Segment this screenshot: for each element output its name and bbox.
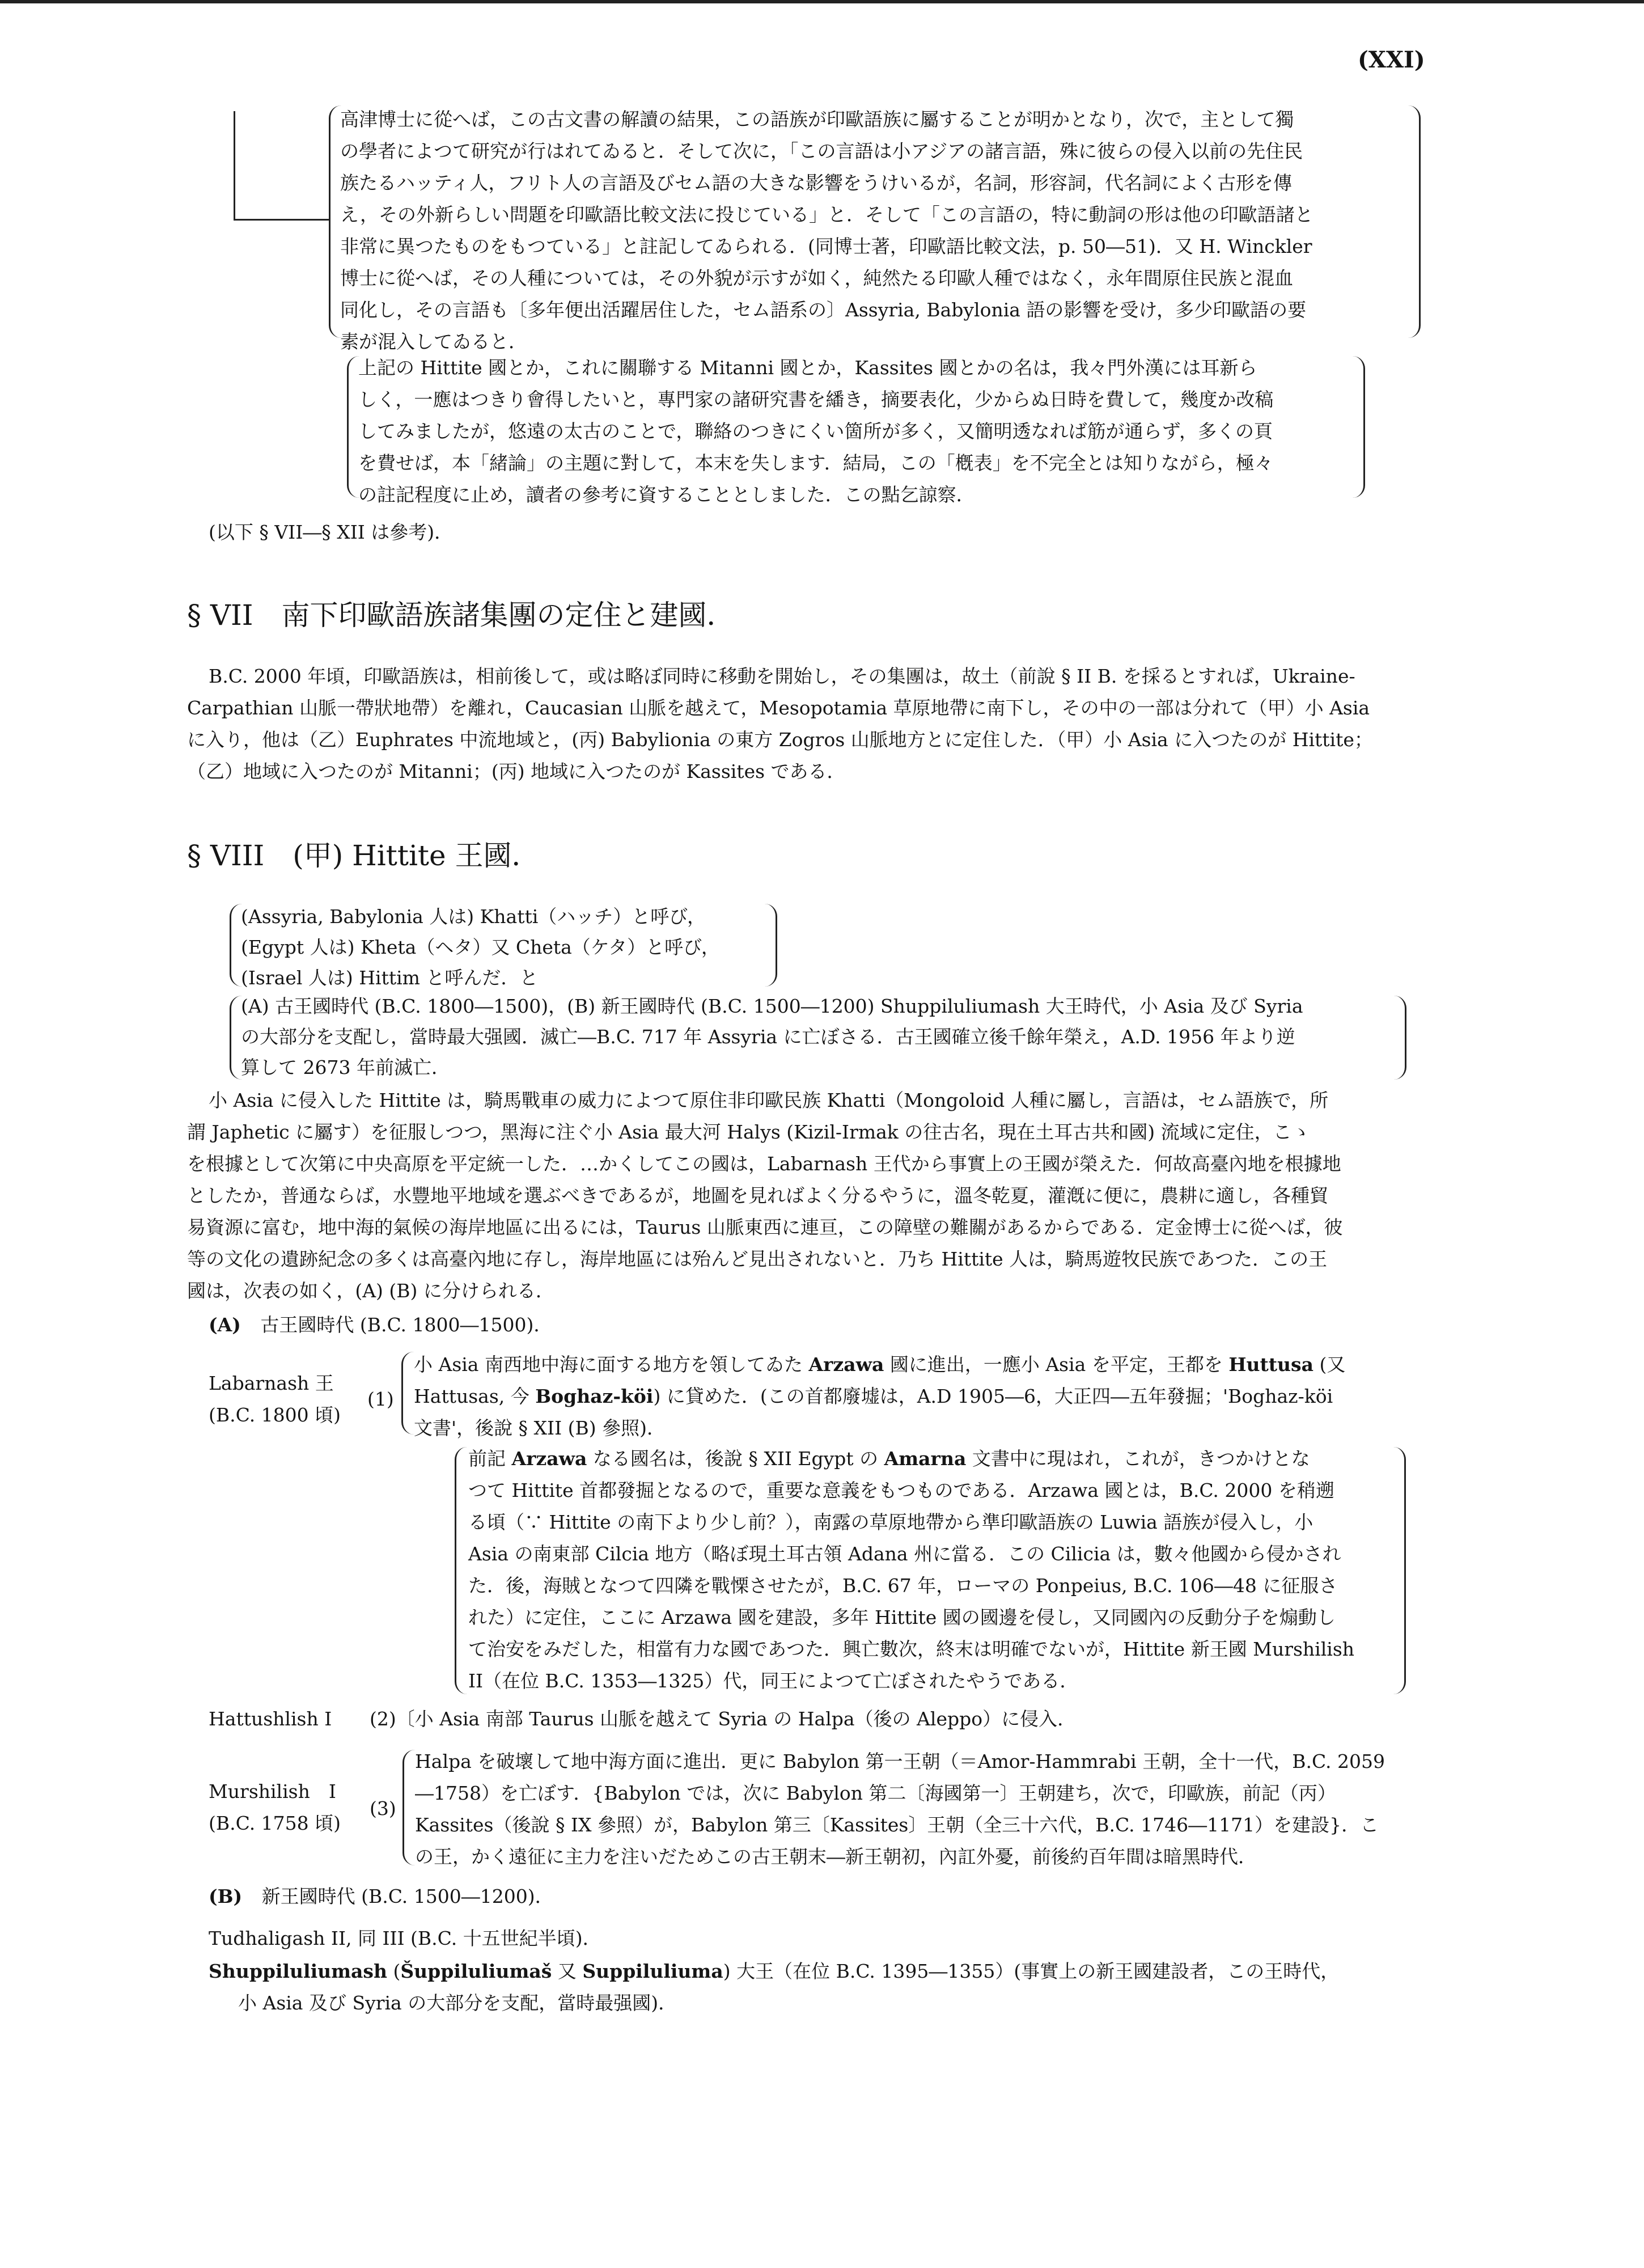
- arzawa-line: て治安をみだした，相當有力な國であつた．興亡數次，終末は明確でないが，Hittite 新王國 Murshilish: [468, 1638, 1355, 1660]
- murshilish-line: Halpa を破壞して地中海方面に進出．更に Babylon 第一王朝（＝Amor-Hammrabi 王朝，全十一代，B.C. 2059: [415, 1750, 1385, 1772]
- block1-line: 素が混入してゐると．: [340, 331, 527, 353]
- body-line: 易資源に富む，地中海的氣候の海岸地區に出るには，Taurus 山脈東西に連亘，この障壁の難關があるからである．定金博士に從へば，彼: [187, 1216, 1343, 1238]
- labarnash-number: (1): [367, 1388, 394, 1410]
- section7-line: に入り，他は（乙）Euphrates 中流地域と，(丙) Babylionia の東方 Zogros 山脈地方とに定住した．（甲）小 Asia に入つたのが Hittite；: [187, 729, 1373, 751]
- murshilish-number: (3): [370, 1797, 396, 1820]
- arzawa-line: つて Hittite 首都發掘となるので，重要な意義をもつものである．Arzawa 國とは，B.C. 2000 を稍遡: [468, 1479, 1334, 1501]
- block1-line: 博士に從へば，その人種については，その外貌が示すが如く，純然たる印歐人種ではなく，永年間原住民族と混血: [340, 267, 1294, 289]
- labarnash-line: 小 Asia 南西地中海に面する地方を領してゐた Arzawa 國に進出，一應小 Asia を平定，王都を Huttusa (又: [414, 1353, 1346, 1376]
- connector-bracket: [234, 111, 329, 221]
- section7-line: Carpathian 山脈一帶狀地帶）を離れ，Caucasian 山脈を越えて，Mesopotamia 草原地帶に南下し，その中の一部は分れて（甲）小 Asia: [187, 697, 1370, 719]
- block1-line: の學者によつて研究が行はれてゐると．そして次に，「この言語は小アジアの諸言語，殊に彼らの侵入以前の先住民: [340, 140, 1303, 162]
- period-a-text: 古王國時代 (B.C. 1800―1500)．: [260, 1314, 553, 1336]
- block2-line: を費せば，本「緒論」の主題に對して，本末を失します．結局，この「槪表」を不完全とは知りながら，極々: [358, 452, 1273, 474]
- labarnash-line: Hattusas, 今 Boghaz-köi) に貸めた．(この首都廢墟は，A.D 1905―6，大正四―五年發掘；'Boghaz-köi: [414, 1385, 1333, 1407]
- murshilish-line: の王，かく遠征に主力を注いだためこの古王朝末―新王朝初，內訌外憂，前後約百年間は暗黑時代．: [415, 1846, 1257, 1868]
- suppiluliuma-term: Suppiluliuma: [582, 1960, 723, 1982]
- period-line: (A) 古王國時代 (B.C. 1800―1500)，(B) 新王國時代 (B.C. 1500―1200) Shuppiluliumash 大王時代，小 Asia 及び Syria: [241, 995, 1303, 1017]
- suppiluliumas-term: Šuppiluliumaš: [400, 1960, 552, 1982]
- section7-line: （乙）地域に入つたのが Mitanni；(丙) 地域に入つたのが Kassites である．: [187, 760, 846, 782]
- period-line: の大部分を支配し，當時最大强國．滅亡―B.C. 717 年 Assyria に亡ぼさる．古王國確立後千餘年榮え，A.D. 1956 年より逆: [241, 1026, 1295, 1048]
- boghaz-term: Boghaz-köi: [535, 1385, 654, 1407]
- block1-line: 族たるハッティ人，フリト人の言語及びセム語の大きな影響をうけいるが，名詞，形容詞，代名詞によく古形を傳: [340, 172, 1293, 194]
- block2-line: してみましたが，悠遠の太古のことで，聯絡のつきにくい箇所が多く，又簡明透なれば筋が通らず，多くの頁: [358, 420, 1273, 442]
- block1-line: え，その外新らしい問題を印歐語比較文法に投じている」と．そして「この言語の，特に動詞の形は他の印歐語諸と: [340, 204, 1313, 226]
- top-rule: [0, 0, 1644, 3]
- labarnash-name: Labarnash 王: [209, 1372, 334, 1394]
- arzawa-line: た．後，海賊となつて四隣を戰慄させたが，B.C. 67 年，ローマの Ponpeius, B.C. 106―48 に征服さ: [468, 1575, 1338, 1597]
- arzawa-term: Arzawa: [511, 1448, 587, 1470]
- murshilish-line: ―1758）を亡ぼす．{Babylon では，次に Babylon 第二〔海國第一〕王朝建ち，次で，印歐族，前記（丙）: [415, 1782, 1336, 1804]
- block2-line: しく，一應はつきり會得したいと，專門家の諸研究書を繙き，摘要表化，少からぬ日時を費して，幾度か改稿: [358, 388, 1274, 411]
- tudhaligash-line: Tudhaligash II, 同 III (B.C. 十五世紀半頃)．: [209, 1927, 601, 1949]
- body-line: 國は，次表の如く，(A) (B) に分けられる．: [187, 1280, 554, 1302]
- name-line: (Egypt 人は) Kheta（ヘタ）又 Cheta（ケタ）と呼び，: [241, 936, 720, 958]
- arzawa-line: II（在位 B.C. 1353―1325）代，同王によつて亡ぼされたやうである．: [468, 1670, 1079, 1692]
- period-a-label: (A): [209, 1314, 241, 1336]
- block2-line: の註記程度に止め，讀者の參考に資することとしました．この點乞諒察．: [358, 484, 975, 506]
- shuppi-line-2: 小 Asia 及び Syria の大部分を支配，當時最强國)．: [238, 1992, 677, 2014]
- murshilish-line: Kassites（後說 § IX 參照）が，Babylon 第三〔Kassites〕王朝（全三十六代，B.C. 1746―1171）を建設}．こ: [415, 1814, 1379, 1836]
- name-line: (Assyria, Babylonia 人は) Khatti（ハッチ）と呼び，: [241, 905, 706, 928]
- section8-heading: § VIII (甲) Hittite 王國．: [187, 839, 540, 872]
- reference-note: (以下 § VII―§ XII は參考)．: [209, 521, 454, 543]
- period-b-label: (B): [209, 1885, 243, 1907]
- shuppi-line: Shuppiluliumash (Šuppiluliumaš 又 Suppiluliuma) 大王（在位 B.C. 1395―1355）(事實上の新王國建設者，この王時代，: [209, 1960, 1340, 1982]
- body-line: としたか，普通ならば，水豐地平地域を選ぶべきであるが，地圖を見ればよく分るやうに，溫冬乾夏，灌漑に便に，農耕に適し，各種貿: [187, 1184, 1328, 1207]
- arzawa-line: れた）に定住，ここに Arzawa 國を建設，多年 Hittite 國の國邊を侵し，又同國內の反動分子を煽動し: [468, 1606, 1336, 1628]
- murshilish-date: (B.C. 1758 頃): [209, 1812, 341, 1834]
- block1-line: 高津博士に從へば，この古文書の解讀の結果，この語族が印歐語族に屬することが明かとなり，次で，主として獨: [340, 108, 1294, 130]
- body-line: 等の文化の遺跡紀念の多くは高臺內地に存し，海岸地區には殆んど見出されないと．乃ち Hittite 人は，騎馬遊牧民族であつた．この王: [187, 1248, 1328, 1270]
- block1-line: 非常に異つたものをもつている」と註記してゐられる．(同博士著，印歐語比較文法，p. 50―51)．又 H. Winckler: [340, 235, 1312, 257]
- labarnash-line: 文書'，後說 § XII (B) 參照)．: [414, 1417, 666, 1439]
- section7-line: B.C. 2000 年頃，印歐語族は，相前後して，或は略ぼ同時に移動を開始し，その集團は，故土（前說 § II B. を採るとすれば，Ukraine-: [209, 665, 1355, 687]
- period-line: 算して 2673 年前滅亡．: [241, 1056, 450, 1078]
- block2-line: 上記の Hittite 國とか，これに關聯する Mitanni 國とか，Kassites 國とかの名は，我々門外漢には耳新ら: [358, 357, 1257, 379]
- labarnash-date: (B.C. 1800 頃): [209, 1404, 341, 1426]
- period-a-heading: [209, 1309, 552, 1342]
- arzawa-line: 前記 Arzawa なる國名は，後說 § XII Egypt の Amarna 文書中に現はれ，これが，きつかけとな: [468, 1448, 1310, 1470]
- body-line: 謂 Japhetic に屬す）を征服しつつ，黑海に注ぐ小 Asia 最大河 Halys (Kizil-Irmak の往古名，現在土耳古共和國) 流域に定住，こゝ: [187, 1121, 1311, 1143]
- arzawa-term: Arzawa: [808, 1353, 884, 1376]
- period-b-text: 新王國時代 (B.C. 1500―1200)．: [261, 1885, 554, 1907]
- shuppiluliumash-term: Shuppiluliumash: [209, 1960, 387, 1982]
- arzawa-line: Asia の南東部 Cilcia 地方（略ぼ現土耳古領 Adana 州に當る．この Cilicia は，數々他國から侵かされ: [468, 1543, 1341, 1565]
- block1-line: 同化し，その言語も〔多年便出活躍居住した，セム語系の〕Assyria, Babylonia 語の影響を受け，多少印歐語の要: [340, 299, 1307, 321]
- name-line: (Israel 人は) Hittim と呼んだ．と: [241, 967, 539, 989]
- murshilish-name: Murshilish I: [209, 1780, 336, 1802]
- period-b-heading: [209, 1880, 554, 1913]
- body-line: を根據として次第に中央高原を平定統一した．…かくしてこの國は，Labarnash 王代から事實上の王國が榮えた．何故高臺內地を根據地: [187, 1153, 1341, 1175]
- page-number: (XXI): [1358, 46, 1425, 73]
- section7-heading: § VII 南下印歐語族諸集團の定住と建國．: [187, 599, 735, 632]
- hattushlish-name: Hattushlish I: [209, 1708, 332, 1730]
- amarna-term: Amarna: [884, 1448, 967, 1470]
- body-line: 小 Asia に侵入した Hittite は，騎馬戰車の威力によつて原住非印歐民族 Khatti（Mongoloid 人種に屬し，言語は，セム語族で，所: [209, 1089, 1329, 1111]
- arzawa-line: る頃（∵ Hittite の南下より少し前？），南露の草原地帶から準印歐語族の Luwia 語族が侵入し，小: [468, 1511, 1313, 1533]
- hattushlish-text: (2)〔小 Asia 南部 Taurus 山脈を越えて Syria の Halpa（後の Aleppo）に侵入．: [370, 1708, 1077, 1730]
- huttusa-term: Huttusa: [1228, 1353, 1313, 1376]
